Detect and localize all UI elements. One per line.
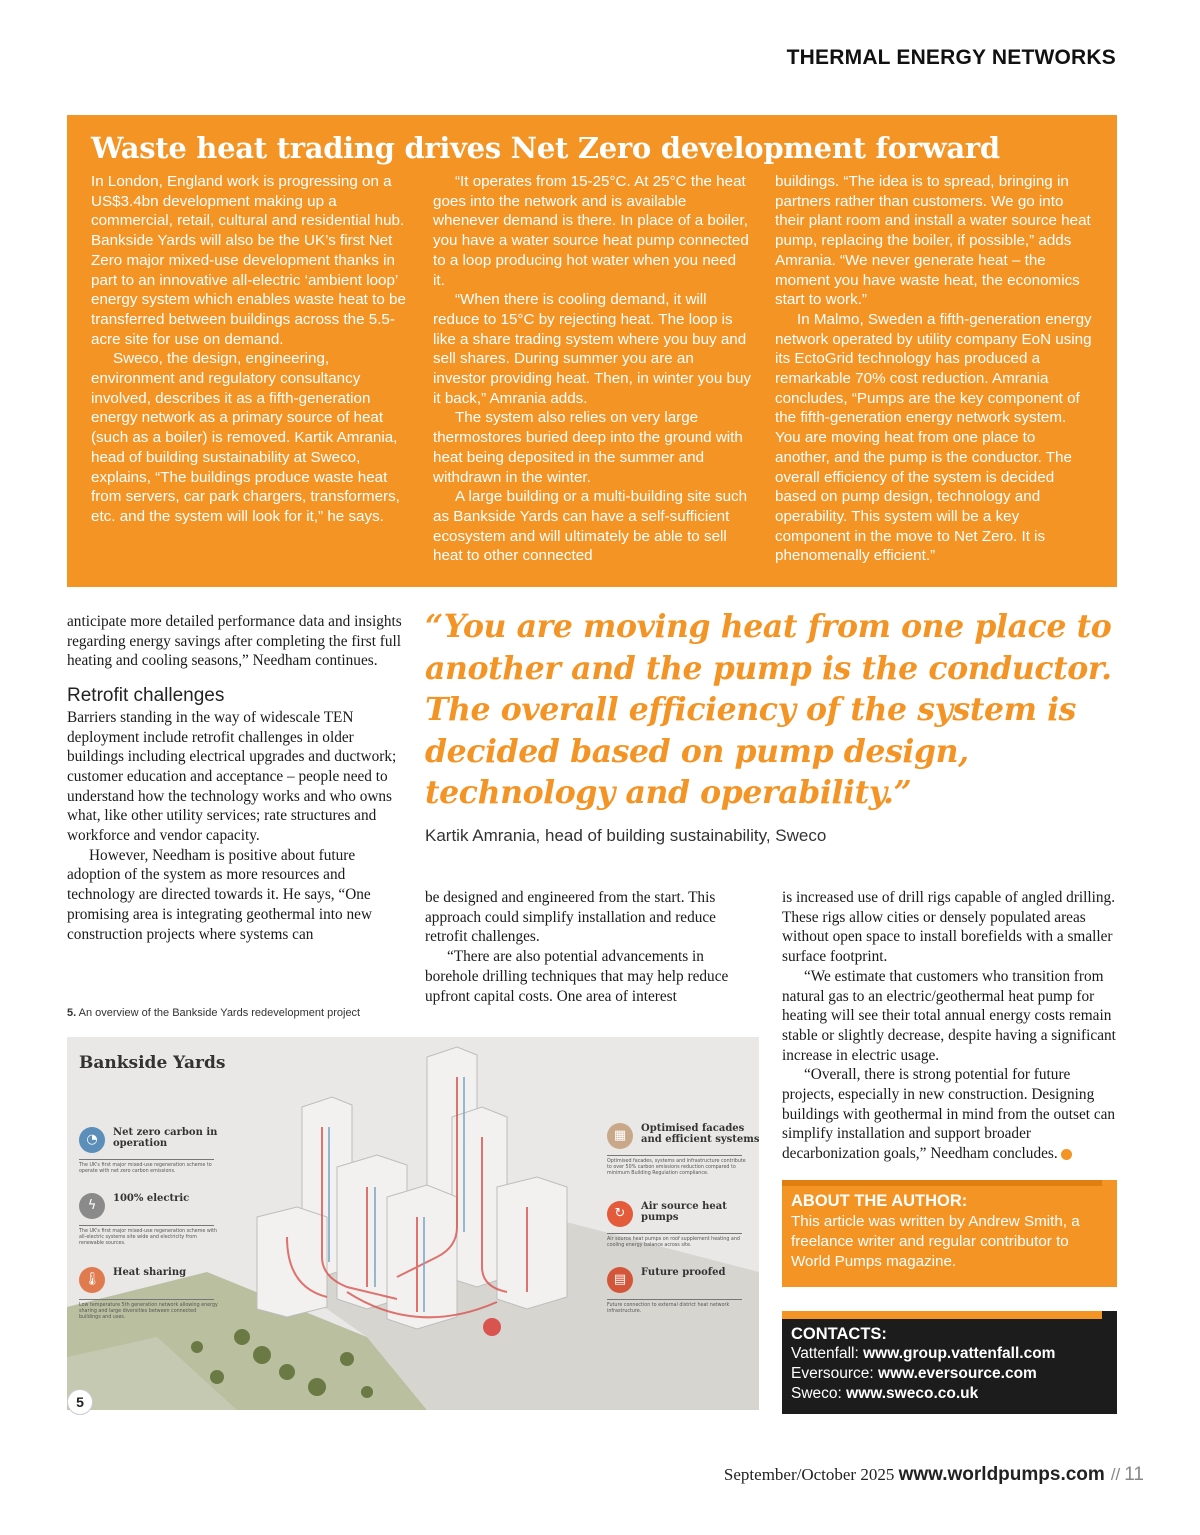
figure-item-desc: The UK's first major mixed-use regeneration scheme with all-electric systems site wide and electricity from renewable sources.: [79, 1229, 218, 1246]
about-author-heading: ABOUT THE AUTHOR:: [791, 1192, 968, 1210]
body-paragraph: anticipate more detailed performance data and insights regarding energy savings after completing the first full heating and cooling seasons,” Needham continues.: [67, 613, 402, 670]
caption-text: An overview of the Bankside Yards redevelopment project: [78, 1007, 361, 1019]
cycle-icon: ↻: [607, 1201, 633, 1227]
subheading: Retrofit challenges: [67, 685, 225, 707]
pull-quote-attribution: Kartik Amrania, head of building sustainability, Sweco: [425, 825, 827, 845]
figure-item-label: Optimised facades and efficient systems: [641, 1123, 759, 1145]
middle-column: [425, 888, 750, 1006]
feature-column-1: [91, 172, 409, 566]
feature-paragraph: In London, England work is progressing on a US$3.4bn development making up a commercial, retail, cultural and residential hub. Bankside Yards will also be the UK’s first Net Zero major mixed-use development thanks in part to an innovative all-electric ‘ambient loop’ energy system which enables waste heat to be transferred between buildings across the 5.5-acre site for use on demand.: [91, 173, 406, 348]
feature-paragraph: The system also relies on very large thermostores buried deep into the ground with heat being deposited in the summer and withdrawn in the winter.: [433, 409, 743, 486]
figure-caption: [67, 1007, 360, 1019]
page-footer: [724, 1464, 1144, 1486]
feature-paragraph: “It operates from 15-25°C. At 25°C the heat goes into the network and is available whenever demand is there. In place of a boiler, you have a water source heat pump connected to a loop producing hot water when you need it.: [433, 173, 749, 289]
contacts-box: [782, 1311, 1117, 1414]
feature-box: [67, 115, 1117, 587]
footer-separator: //: [1110, 1465, 1121, 1484]
contact-row: [791, 1344, 1108, 1364]
contact-name: Sweco:: [791, 1385, 842, 1402]
figure-item-label: Air source heat pumps: [641, 1201, 727, 1223]
figure-item-label: Net zero carbon in operation: [113, 1127, 218, 1149]
contact-row: [791, 1384, 1108, 1404]
figure-item-desc: Low temperature 5th generation network allowing energy sharing and large diversities between connected buildings and uses.: [79, 1303, 218, 1320]
figure-item-label: Future proofed: [641, 1267, 726, 1278]
feature-paragraph: In Malmo, Sweden a fifth-generation energy network operated by utility company EoN using its EctoGrid technology has produced a remarkable 70% cost reduction. Amrania concludes, “Pumps are the key component of the fifth-generation energy network system. You are moving heat from one place to another, and the pump is the conductor. The overall efficiency of the system is decided based on pump design, technology and operability. This system will be a key component in the move to Net Zero. It is phenomenally efficient.”: [775, 310, 1092, 565]
caption-number: 5.: [67, 1007, 77, 1019]
right-column: [782, 888, 1117, 1164]
feature-paragraph: buildings. “The idea is to spread, bringing in partners rather than customers. We go into their plant room and install a water source heat pump, replacing the boiler, if possible,” adds Amrania. “We never generate heat – the moment you have waste heat, the economics start to work.”: [775, 173, 1091, 309]
feature-title: Waste heat trading drives Net Zero development forward: [91, 131, 1000, 165]
lightning-icon: ϟ: [79, 1193, 105, 1219]
feature-column-3: [775, 172, 1093, 566]
bankside-yards-illustration: [67, 1037, 759, 1410]
figure-title: Bankside Yards: [79, 1053, 226, 1073]
website-link[interactable]: www.worldpumps.com: [898, 1464, 1105, 1485]
body-paragraph: However, Needham is positive about future adoption of the system as more resources and technology are directed towards it. He says, “One promising area is integrating geothermal into new construction projects where systems can: [67, 846, 373, 943]
closing-paragraph-text: “Overall, there is strong potential for future projects, especially in new construction. Designing buildings with geothermal in mind from the outset can simplify installation and support broader decarbonization goals,” Needham concludes.: [782, 1066, 1116, 1163]
about-author-box: [782, 1180, 1117, 1287]
contact-name: Vattenfall:: [791, 1345, 859, 1362]
contact-row: [791, 1364, 1108, 1384]
contact-name: Eversource:: [791, 1365, 874, 1382]
figure-item-desc: Future connection to external district heat network infrastructure.: [607, 1303, 730, 1314]
window-icon: ▦: [607, 1123, 633, 1149]
body-paragraph: [782, 1065, 1117, 1164]
thermometer-icon: 🌡: [79, 1267, 105, 1293]
end-mark-icon: [1061, 1149, 1072, 1160]
contacts-heading: CONTACTS:: [791, 1325, 887, 1343]
pull-quote: [425, 606, 1115, 846]
issue-date: September/October 2025: [723, 1465, 895, 1484]
feature-paragraph: A large building or a multi-building site such as Bankside Yards can have a self-sufficient ecosystem and will ultimately be able to sell heat to other connected: [433, 488, 748, 565]
contact-link[interactable]: www.eversource.com: [878, 1365, 1037, 1382]
figure-item-label: Heat sharing: [113, 1267, 187, 1278]
figure-number-badge: 5: [67, 1389, 93, 1415]
contact-link[interactable]: www.group.vattenfall.com: [863, 1345, 1056, 1362]
body-paragraph: is increased use of drill rigs capable of angled drilling. These rigs allow cities or densely populated areas without open space to install borefields with a smaller surface footprint.: [782, 889, 1116, 966]
feature-column-2: [433, 172, 751, 566]
figure-item-label: 100% electric: [113, 1193, 190, 1204]
body-paragraph: be designed and engineered from the start. This approach could simplify installation and reduce retrofit challenges.: [425, 889, 716, 946]
site-illustration-graphic: [67, 1037, 759, 1410]
figure-item-desc: Optimised facades, systems and infrastructure contribute to over 50% carbon emissions reduction compared to minimum Building Regulation compliance.: [607, 1159, 746, 1176]
contact-link[interactable]: www.sweco.co.uk: [846, 1385, 979, 1402]
feature-paragraph: Sweco, the design, engineering, environment and regulatory consultancy involved, describes it as a fifth-generation energy network as a primary source of heat (such as a boiler) is removed. Kartik Amrania, head of building sustainability at Sweco, explains, “The buildings produce waste heat from servers, car park chargers, transformers, etc. and the system will look for it,” he says.: [91, 350, 400, 525]
section-header: THERMAL ENERGY NETWORKS: [786, 46, 1116, 69]
body-paragraph: “We estimate that customers who transition from natural gas to an electric/geothermal heat pump for heating will see their total annual energy costs remain stable or slightly decrease, despite having a significant increase in electric usage.: [782, 967, 1116, 1064]
pull-quote-text: “You are moving heat from one place to another and the pump is the conductor. The overall efficiency of the system is decided based on pump design, technology and operability.”: [425, 608, 1112, 811]
globe-icon: ◔: [79, 1127, 105, 1153]
body-paragraph: “There are also potential advancements in borehole drilling techniques that may help reduce upfront capital costs. One area of interest: [425, 948, 729, 1005]
left-column: [67, 612, 402, 944]
feature-paragraph: “When there is cooling demand, it will reduce to 15°C by rejecting heat. The loop is like a share trading system where you buy and sell shares. During summer you are an investor providing heat. Then, in winter you buy it back,” Amrania adds.: [433, 291, 751, 407]
body-paragraph: Barriers standing in the way of widescale TEN deployment include retrofit challenges in older buildings including electrical upgrades and ductwork; customer education and acceptance – people need to understand how the technology works and who owns what, like other utility services; rate structures and workforce and vendor capacity.: [67, 708, 397, 845]
plant-icon: ▤: [607, 1267, 633, 1293]
about-author-text: This article was written by Andrew Smith, a freelance writer and regular contributor to World Pumps magazine.: [791, 1213, 1080, 1270]
figure-item-desc: Air source heat pumps on roof supplement heating and cooling energy balance across site.: [607, 1237, 740, 1248]
figure-item-desc: The UK's first major mixed-use regeneration scheme to operate with net zero carbon emissions.: [79, 1163, 212, 1174]
page-number: 11: [1124, 1464, 1144, 1485]
